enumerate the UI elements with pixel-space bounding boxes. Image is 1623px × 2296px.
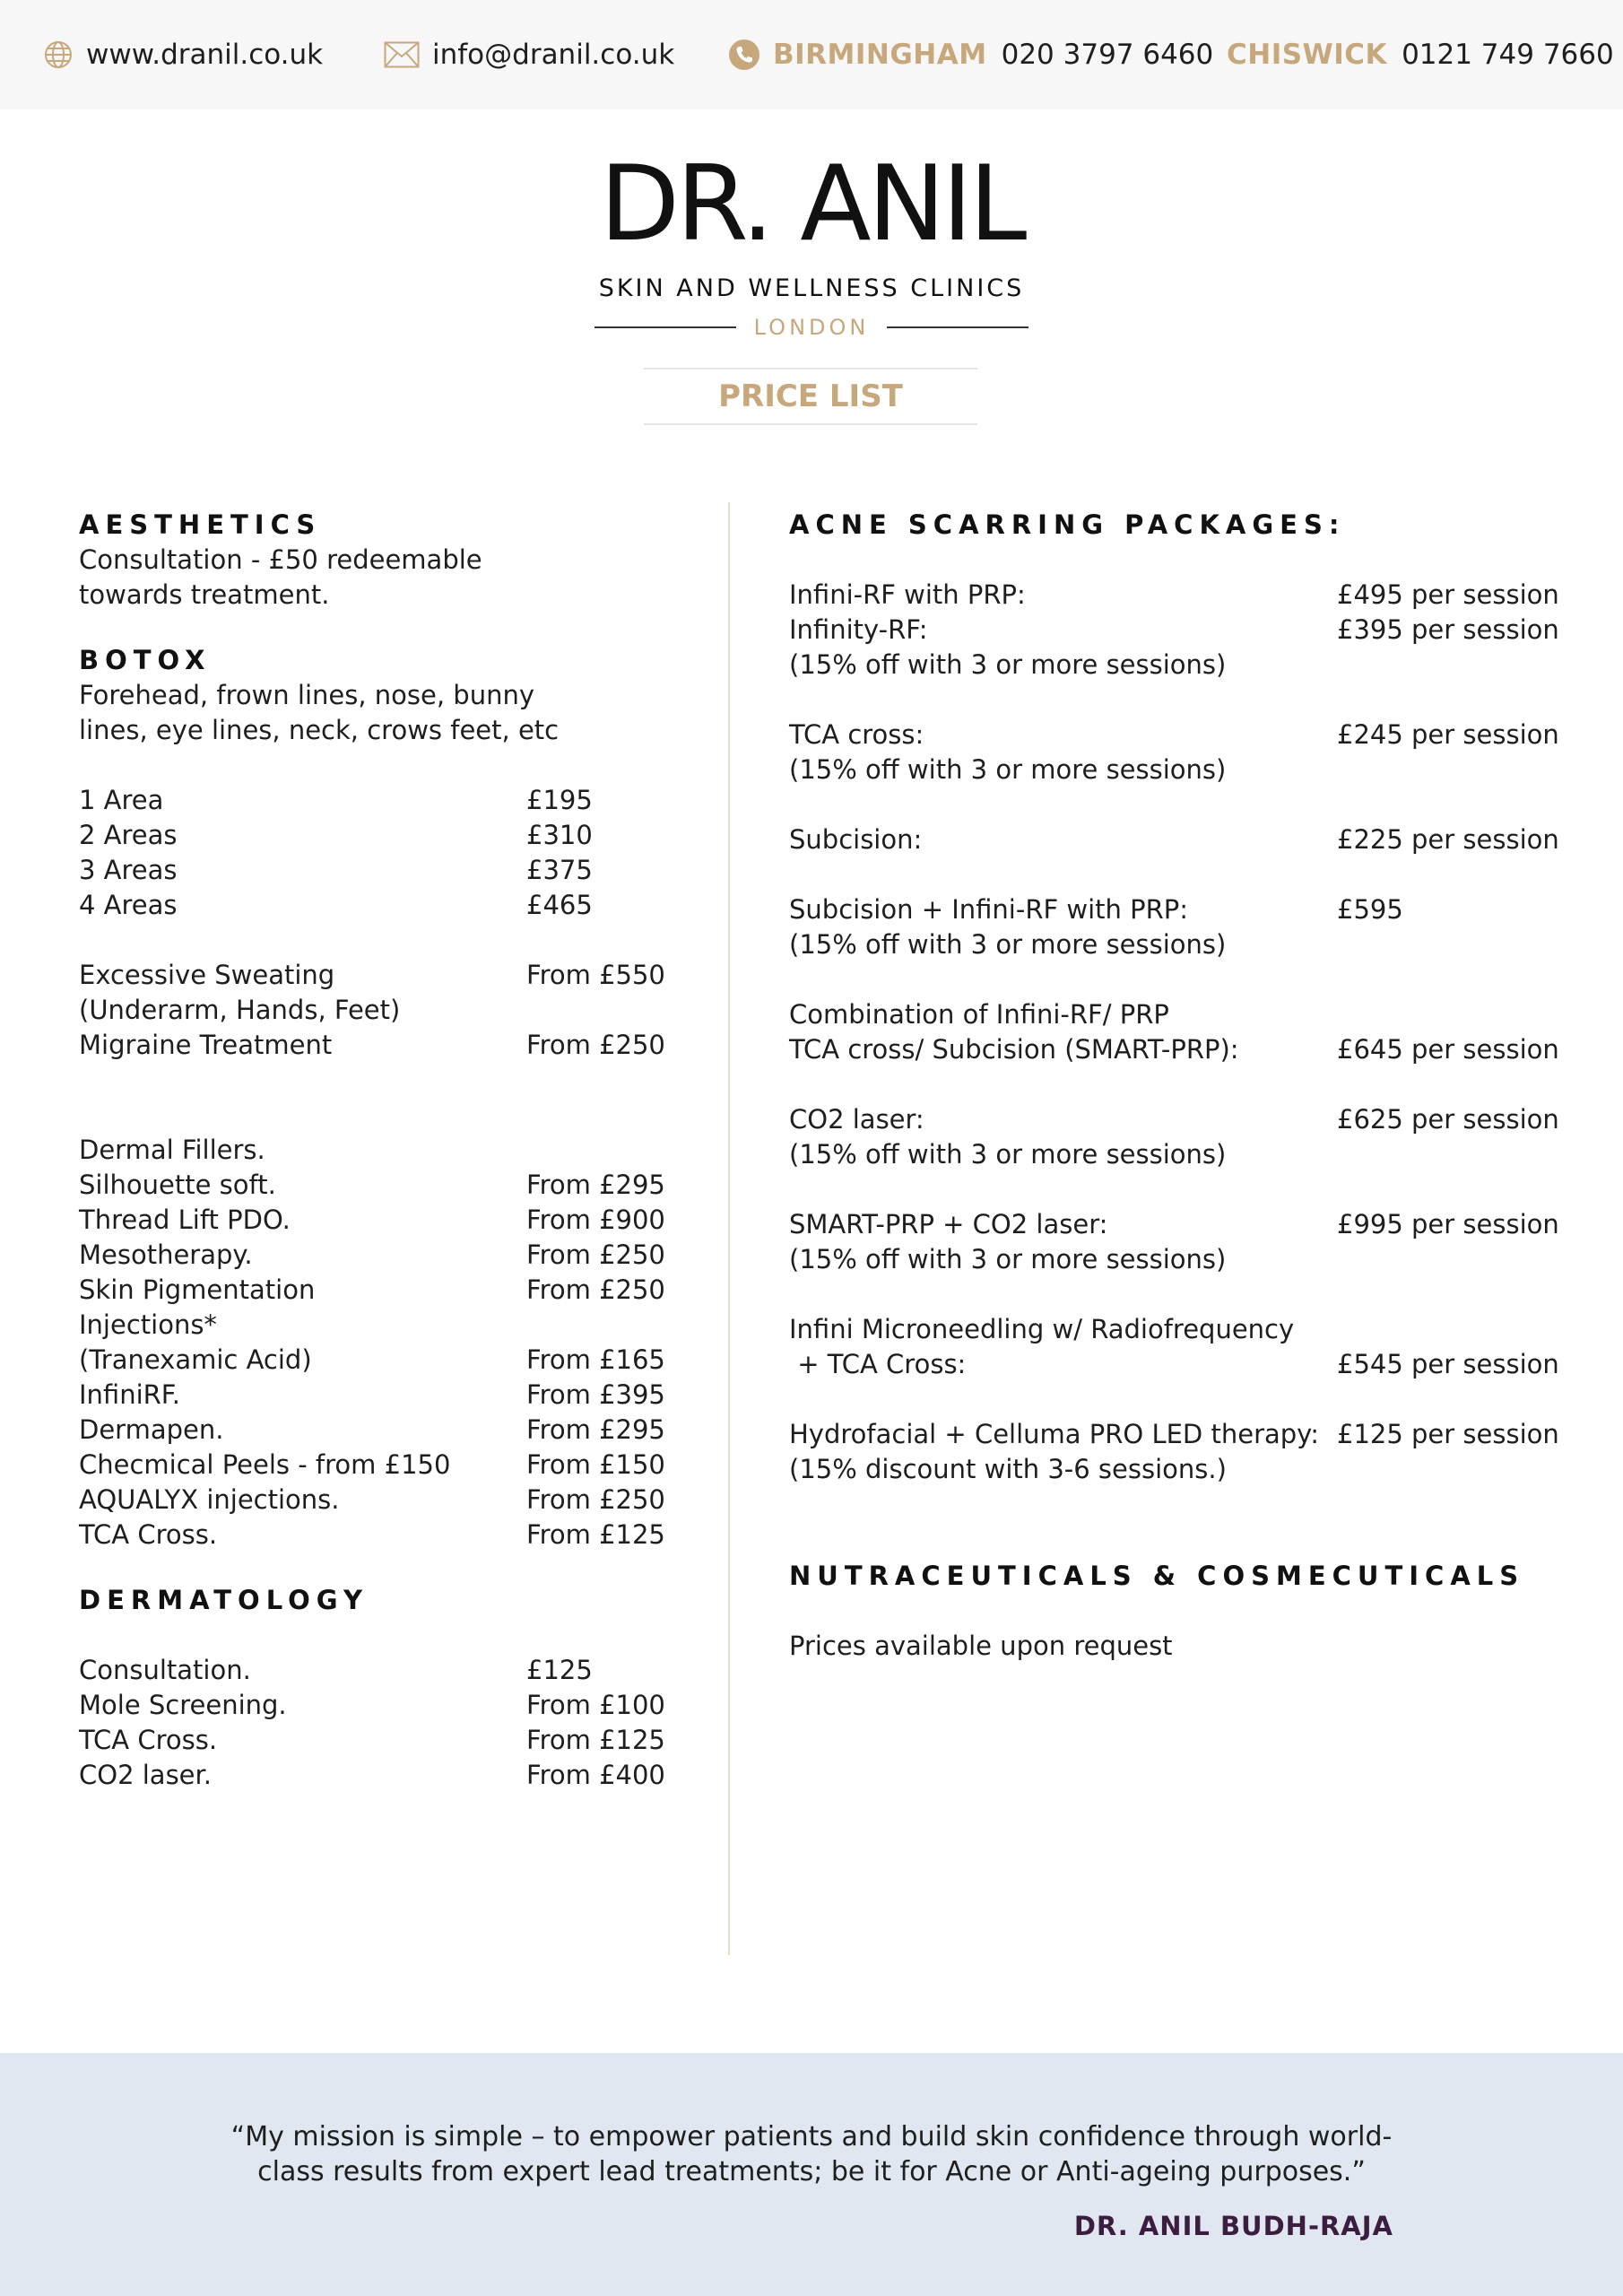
treatment-price: £125 per session	[1337, 1419, 1559, 1449]
treatment-price: £310	[526, 820, 593, 850]
package-group	[789, 718, 1578, 787]
treatment-name: TCA cross:	[789, 719, 924, 750]
treatment-price: £545 per session	[1337, 1349, 1559, 1379]
price-row	[79, 1758, 707, 1793]
website-link[interactable]	[43, 0, 323, 109]
contact-bar	[0, 0, 1623, 109]
price-row	[789, 1242, 1578, 1277]
treatment-price: From £395	[526, 1379, 665, 1410]
price-row	[79, 1413, 707, 1448]
section-heading-botox: BOTOX	[79, 645, 212, 675]
treatment-price: From £295	[526, 1414, 665, 1445]
treatment-name: (15% off with 3 or more sessions)	[789, 754, 1227, 785]
treatment-price: From £250	[526, 1274, 665, 1305]
nutraceuticals-text: Prices available upon request	[789, 1631, 1173, 1661]
treatment-name: 3 Areas	[79, 855, 178, 885]
treatment-price: £395 per session	[1337, 614, 1559, 645]
treatment-name: Skin Pigmentation	[79, 1274, 316, 1305]
price-row	[789, 718, 1578, 752]
logo-location	[538, 315, 1085, 340]
section-heading-acne: ACNE SCARRING PACKAGES:	[789, 509, 1346, 540]
treatment-price: From £550	[526, 960, 665, 990]
treatment-name: TCA Cross.	[79, 1519, 218, 1550]
envelope-icon	[384, 41, 420, 68]
package-group	[789, 892, 1578, 962]
price-row	[789, 648, 1578, 683]
treatment-price: £645 per session	[1337, 1034, 1559, 1065]
treatment-price: £625 per session	[1337, 1104, 1559, 1135]
treatment-price: £125	[526, 1655, 593, 1685]
package-group	[789, 1312, 1578, 1382]
left-column	[79, 508, 707, 1793]
price-row	[789, 1137, 1578, 1172]
package-group	[789, 1417, 1578, 1487]
price-row	[789, 997, 1578, 1032]
fillers-title: Dermal Fillers.	[79, 1135, 265, 1165]
treatment-price: From £125	[526, 1725, 665, 1755]
branch-city: BIRMINGHAM	[773, 39, 987, 71]
treatment-price: From £295	[526, 1170, 665, 1200]
acne-packages	[789, 578, 1578, 1487]
price-row	[79, 1653, 707, 1688]
price-row	[79, 1483, 707, 1518]
logo-location-text: LONDON	[753, 315, 870, 340]
logo-rule-right	[887, 326, 1028, 328]
treatment-price: £465	[526, 890, 593, 920]
treatment-name: Mesotherapy.	[79, 1239, 253, 1270]
treatment-name: Infinity-RF:	[789, 614, 928, 645]
treatment-price: From £100	[526, 1690, 665, 1720]
price-row	[79, 1203, 707, 1238]
treatment-name: TCA Cross.	[79, 1725, 218, 1755]
dermatology-list	[79, 1653, 707, 1793]
treatment-name: 2 Areas	[79, 820, 178, 850]
treatment-name: (15% off with 3 or more sessions)	[789, 1139, 1227, 1170]
footer	[0, 2053, 1623, 2296]
price-row	[789, 892, 1578, 927]
price-row	[789, 1032, 1578, 1067]
right-column	[789, 508, 1578, 1664]
price-row	[789, 1312, 1578, 1347]
phone-icon	[728, 39, 760, 71]
treatment-price: £195	[526, 785, 593, 815]
price-row	[789, 1102, 1578, 1137]
treatment-price: £375	[526, 855, 593, 885]
treatment-note: (Underarm, Hands, Feet)	[79, 995, 401, 1025]
email-link[interactable]	[384, 0, 674, 109]
price-row	[789, 1347, 1578, 1382]
price-row	[79, 1723, 707, 1758]
treatment-name: Thread Lift PDO.	[79, 1205, 291, 1235]
treatment-name: TCA cross/ Subcision (SMART-PRP):	[789, 1034, 1239, 1065]
price-row	[789, 613, 1578, 648]
treatment-name: Subcision + Infini-RF with PRP:	[789, 894, 1189, 925]
treatment-name: Subcision:	[789, 824, 923, 855]
treatment-price: From £165	[526, 1344, 665, 1375]
treatment-name: (15% off with 3 or more sessions)	[789, 649, 1227, 680]
price-row	[789, 1452, 1578, 1487]
treatment-price: £495 per session	[1337, 579, 1559, 610]
treatment-name: (15% off with 3 or more sessions)	[789, 929, 1227, 960]
treatment-name: 1 Area	[79, 785, 164, 815]
treatment-name: Hydrofacial + Celluma PRO LED therapy:	[789, 1419, 1320, 1449]
logo-name: DR. ANIL	[599, 144, 1024, 265]
price-row	[79, 1238, 707, 1273]
globe-icon	[43, 39, 74, 70]
treatment-name: 4 Areas	[79, 890, 178, 920]
treatment-name: Combination of Infini-RF/ PRP	[789, 999, 1169, 1030]
price-row	[79, 1343, 707, 1378]
treatment-name: (Tranexamic Acid)	[79, 1344, 312, 1375]
treatment-name: Mole Screening.	[79, 1690, 287, 1720]
treatment-name: (15% discount with 3-6 sessions.)	[789, 1454, 1227, 1484]
treatment-name: Migraine Treatment	[79, 1030, 333, 1060]
page-title: PRICE LIST	[644, 368, 977, 425]
treatment-name: Consultation.	[79, 1655, 251, 1685]
price-row	[79, 853, 707, 888]
section-heading-nutraceuticals: NUTRACEUTICALS & COSMECUTICALS	[789, 1561, 1525, 1591]
treatment-name: Injections*	[79, 1309, 217, 1340]
treatment-name: Silhouette soft.	[79, 1170, 276, 1200]
price-row	[79, 888, 707, 923]
birmingham-phone[interactable]	[728, 0, 1213, 109]
price-row	[79, 1273, 707, 1308]
chiswick-phone[interactable]	[1227, 0, 1614, 109]
treatment-name: Infini-RF with PRP:	[789, 579, 1026, 610]
treatment-name: InfiniRF.	[79, 1379, 181, 1410]
treatment-name: + TCA Cross:	[789, 1349, 967, 1379]
treatment-price: From £125	[526, 1519, 665, 1550]
treatment-price: From £250	[526, 1030, 665, 1060]
clinic-logo	[538, 144, 1085, 340]
price-row	[79, 818, 707, 853]
price-row	[789, 578, 1578, 613]
treatment-price: From £900	[526, 1205, 665, 1235]
package-group	[789, 997, 1578, 1067]
treatment-name: Infini Microneedling w/ Radiofrequency	[789, 1314, 1295, 1344]
price-row	[79, 958, 707, 993]
price-row	[789, 822, 1578, 857]
mission-quote: “My mission is simple – to empower patients and build skin confidence through world- class results from expert lead treatments; be it for Acne or Anti-ageing purposes.”	[230, 2121, 1393, 2187]
price-row	[79, 1308, 707, 1343]
price-row	[79, 783, 707, 818]
price-row	[79, 1518, 707, 1552]
botox-text: Forehead, frown lines, nose, bunny lines, eye lines, neck, crows feet, etc	[79, 680, 560, 745]
price-row	[79, 1688, 707, 1723]
package-group	[789, 822, 1578, 857]
logo-rule-left	[595, 326, 736, 328]
logo-subtitle: SKIN AND WELLNESS CLINICS	[598, 274, 1025, 302]
column-divider	[728, 502, 730, 1955]
treatment-price: £595	[1337, 894, 1403, 925]
section-heading-dermatology: DERMATOLOGY	[79, 1585, 369, 1615]
treatment-price: From £250	[526, 1484, 665, 1515]
treatment-name: CO2 laser:	[789, 1104, 924, 1135]
price-row	[789, 752, 1578, 787]
treatment-name: Dermapen.	[79, 1414, 224, 1445]
price-row	[789, 1207, 1578, 1242]
branch-phone: 0121 749 7660	[1402, 39, 1614, 71]
package-group	[789, 578, 1578, 683]
treatment-name: (15% off with 3 or more sessions)	[789, 1244, 1227, 1274]
fillers-list	[79, 1168, 707, 1552]
treatment-price: £995 per session	[1337, 1209, 1559, 1239]
email-text: info@dranil.co.uk	[432, 39, 675, 71]
price-row	[79, 1028, 707, 1063]
branch-city: CHISWICK	[1227, 39, 1388, 71]
price-row	[789, 1417, 1578, 1452]
website-text: www.dranil.co.uk	[86, 39, 324, 71]
price-row	[79, 1448, 707, 1483]
treatment-price: £225 per session	[1337, 824, 1559, 855]
aesthetics-text: Consultation - £50 redeemable towards treatment.	[79, 544, 482, 610]
treatment-name: Checmical Peels - from £150	[79, 1449, 451, 1480]
branch-phone: 020 3797 6460	[1001, 39, 1214, 71]
treatment-price: From £400	[526, 1760, 665, 1790]
treatment-price: From £250	[526, 1239, 665, 1270]
package-group	[789, 1207, 1578, 1277]
treatment-name: CO2 laser.	[79, 1760, 213, 1790]
treatment-name: AQUALYX injections.	[79, 1484, 340, 1515]
section-heading-aesthetics: AESTHETICS	[79, 509, 322, 540]
price-row	[79, 1168, 707, 1203]
price-row	[79, 1378, 707, 1413]
package-group	[789, 1102, 1578, 1172]
treatment-name: SMART-PRP + CO2 laser:	[789, 1209, 1108, 1239]
treatment-price: From £150	[526, 1449, 665, 1480]
treatment-price: £245 per session	[1337, 719, 1559, 750]
quote-author: DR. ANIL BUDH-RAJA	[1073, 2211, 1393, 2241]
price-row	[789, 927, 1578, 962]
treatment-name: Excessive Sweating	[79, 960, 335, 990]
